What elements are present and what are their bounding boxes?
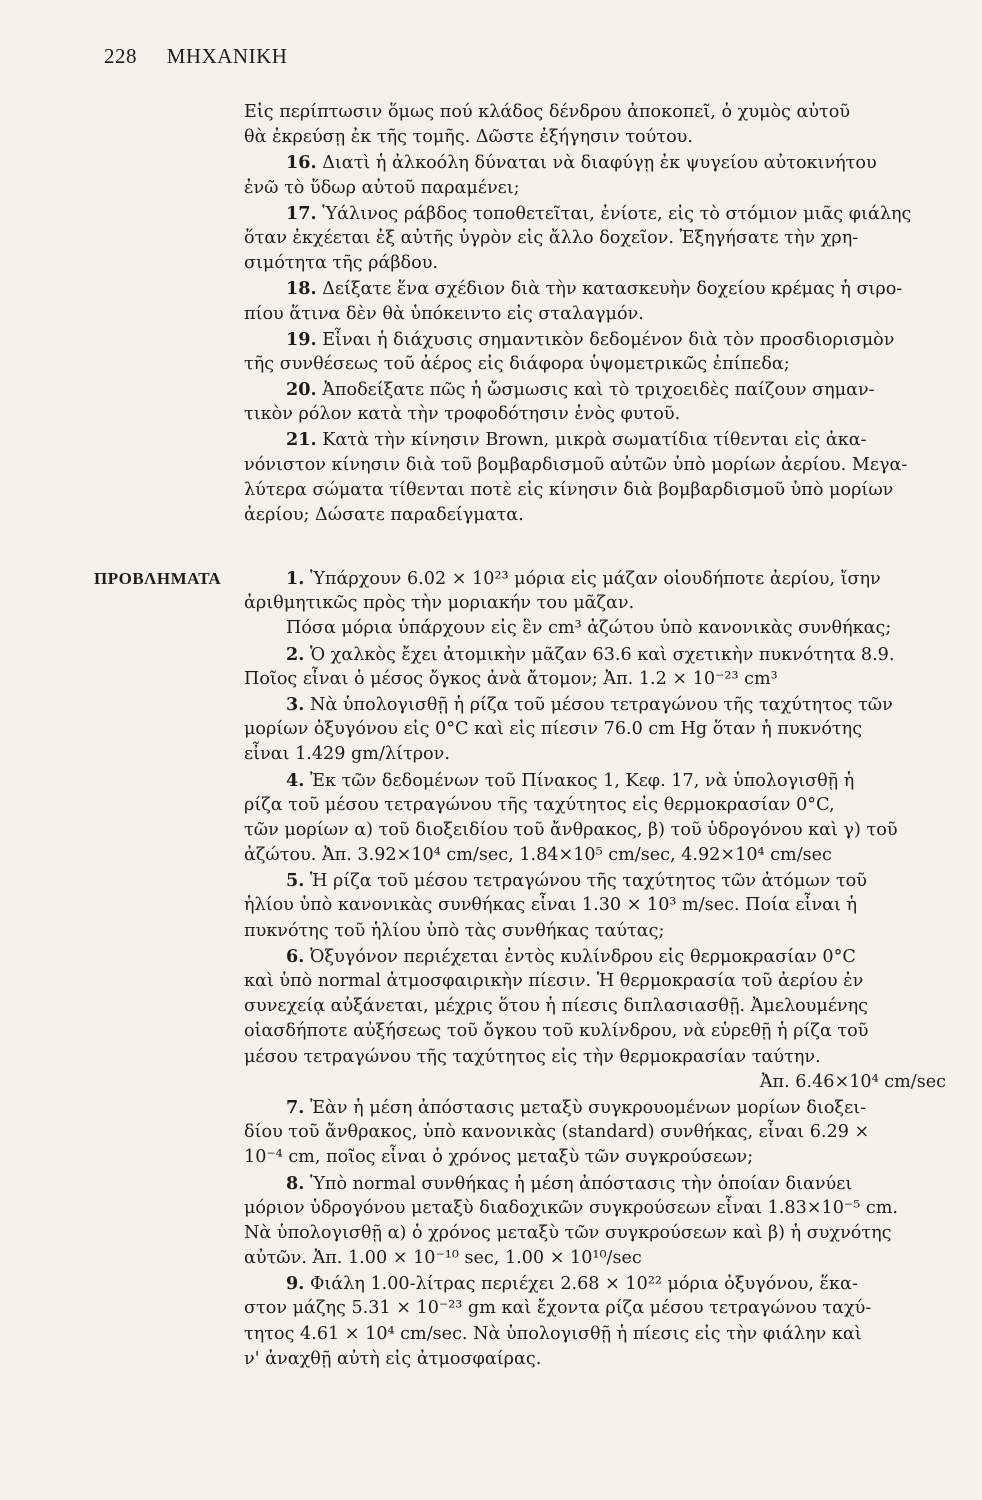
text-line: Ὑάλινος ράβδος τοποθετεῖται, ἐνίοτε, εἰς τὸ στόμιον μιᾶς φιάλης [322, 203, 912, 224]
text-line: ἡλίου ὑπὸ κανονικὰς συνθήκας εἶναι 1.30 × 10³ m/sec. Ποία εἶναι ἡ [244, 895, 858, 916]
problem-8 [244, 1171, 954, 1196]
problems-heading: ΠΡΟΒΛΗΜΑΤΑ [94, 569, 222, 588]
text-line: τικὸν ρόλον κατὰ τὴν τροφοδότησιν ἑνὸς φυτοῦ. [244, 404, 681, 425]
text-line: Πόσα μόρια ὑπάρχουν εἰς ἓν cm³ ἀζώτου ὑπὸ κανονικὰς συνθήκας; [286, 618, 892, 639]
text-line: 10⁻⁴ cm, ποῖος εἶναι ὁ χρόνος μεταξὺ τῶν συγκρούσεων; [244, 1147, 754, 1168]
questions-block [244, 100, 954, 528]
question-19 [244, 327, 954, 352]
text-line: Νὰ ὑπολογισθῇ α) ὁ χρόνος μεταξὺ τῶν συγκρούσεων καὶ β) ἡ συχνότης [244, 1222, 892, 1243]
text-line: στον μάζης 5.31 × 10⁻²³ gm καὶ ἔχοντα ρίζα μέσου τετραγώνου ταχύ- [244, 1298, 872, 1319]
problem-number: 3. [286, 693, 305, 715]
text-line: Φιάλη 1.00-λίτρας περιέχει 2.68 × 10²² μόρια ὀξυγόνου, ἕκα- [309, 1274, 858, 1295]
text-line: Ἡ ρίζα τοῦ μέσου τετραγώνου τῆς ταχύτητος τῶν ἀτόμων τοῦ [309, 871, 867, 892]
problem-2 [244, 642, 954, 667]
question-number: 16. [286, 152, 317, 174]
text-line: Κατὰ τὴν κίνησιν Brown, μικρὰ σωματίδια τίθενται εἰς ἀκα- [322, 430, 867, 451]
text-line: Εἰς περίπτωσιν ὅμως πού κλάδος δένδρου ἀποκοπεῖ, ὁ χυμὸς αὐτοῦ [244, 102, 851, 122]
question-number: 18. [286, 278, 317, 300]
text-line: Ὀξυγόνον περιέχεται ἐντὸς κυλίνδρου εἰς θερμοκρασίαν 0°C [309, 946, 856, 967]
text-line: Δείξατε ἕνα σχέδιον διὰ τὴν κατασκευὴν δοχείου κρέμας ἡ σιρο- [322, 279, 903, 300]
problem-5 [244, 868, 954, 893]
text-line: Ἀποδείξατε πῶς ἡ ὤσμωσις καὶ τὸ τριχοειδὲς παίζουν σημαν- [322, 380, 875, 401]
text-line: εἶναι 1.429 gm/λίτρον. [244, 744, 450, 765]
text-line: ἀριθμητικῶς πρὸς τὴν μοριακήν του μᾶζαν. [244, 593, 635, 614]
text-line: Ὁ χαλκὸς ἔχει ἀτομικὴν μᾶζαν 63.6 καὶ σχετικὴν πυκνότητα 8.9. [309, 644, 895, 665]
text-line: Ὑπάρχουν 6.02 × 10²³ μόρια εἰς μάζαν οἱουδήποτε ἀερίου, ἴσην [309, 569, 881, 589]
text-line: Ἐκ τῶν δεδομένων τοῦ Πίνακος 1, Κεφ. 17, νὰ ὑπολογισθῇ ἡ [309, 770, 855, 791]
text-line: ν' ἀναχθῇ αὐτὴ εἰς ἀτμοσφαίρας. [244, 1348, 542, 1369]
text-line: τῆς συνθέσεως τοῦ ἀέρος εἰς διάφορα ὑψομετρικῶς ἐπίπεδα; [244, 353, 790, 374]
text-line: πίου ἅτινα δὲν θὰ ὑπόκειντο εἰς σταλαγμόν. [244, 303, 644, 324]
text-line: θὰ ἐκρεύσῃ ἐκ τῆς τομῆς. Δῶστε ἐξήγησιν τούτου. [244, 127, 693, 148]
problem-4 [244, 768, 954, 793]
text-line: μέσου τετραγώνου τῆς ταχύτητος εἰς τὴν θερμοκρασίαν ταύτην. [244, 1046, 821, 1067]
chapter-title: ΜΗΧΑΝΙΚΗ [166, 44, 288, 68]
text-line: λύτερα σώματα τίθενται ποτὲ εἰς κίνησιν διὰ βομβαρδισμοῦ ὑπὸ μορίων [244, 479, 894, 500]
text-line: τῶν μορίων α) τοῦ διοξειδίου τοῦ ἄνθρακος, β) τοῦ ὑδρογόνου καὶ γ) τοῦ [244, 819, 898, 840]
problem-number: 5. [286, 870, 305, 892]
text-line: οἱασδήποτε αὐξήσεως τοῦ ὄγκου τοῦ κυλίνδρου, νὰ εὑρεθῇ ἡ ρίζα τοῦ [244, 1021, 869, 1042]
text-line: καὶ ὑπὸ normal ἀτμοσφαιρικὴν πίεσιν. Ἡ θερμοκρασία τοῦ ἀερίου ἐν [244, 971, 864, 991]
text-line: πυκνότης τοῦ ἡλίου ὑπὸ τὰς συνθήκας ταύτας; [244, 920, 665, 941]
answer-line: Ἀπ. 6.46×10⁴ cm/sec [759, 1071, 946, 1092]
text-line: Ὑπὸ normal συνθήκας ἡ μέση ἀπόστασις τὴν ὁποίαν διανύει [309, 1173, 853, 1194]
text-line: σιμότητα τῆς ράβδου. [244, 253, 439, 274]
text-line: συνεχείᾳ αὐξάνεται, μέχρις ὅτου ἡ πίεσις διπλασιασθῇ. Ἀμελουμένης [244, 996, 869, 1017]
text-line: δίου τοῦ ἄνθρακος, ὑπὸ κανονικὰς (standard) συνθήκας, εἶναι 6.29 × [244, 1122, 870, 1143]
question-21 [244, 427, 954, 452]
answer-line: αὐτῶν. Ἀπ. 1.00 × 10⁻¹⁰ sec, 1.00 × 10¹⁰/sec [244, 1248, 642, 1269]
question-20 [244, 377, 954, 402]
question-17 [244, 201, 954, 226]
question-18 [244, 276, 954, 301]
question-number: 17. [286, 202, 317, 224]
text-line: Νὰ ὑπολογισθῇ ἡ ρίζα τοῦ μέσου τετραγώνου τῆς ταχύτητος τῶν [309, 694, 893, 715]
answer-line: ἀζώτου. Ἀπ. 3.92×10⁴ cm/sec, 1.84×10⁵ cm/sec, 4.92×10⁴ cm/sec [244, 845, 832, 866]
problem-6 [244, 944, 954, 969]
problem-9 [244, 1271, 954, 1296]
text-line: ρίζα τοῦ μέσου τετραγώνου τῆς ταχύτητος εἰς θερμοκρασίαν 0°C, [244, 794, 835, 815]
text-line: ὅταν ἐκχέεται ἐξ αὐτῆς ὑγρὸν εἰς ἄλλο δοχεῖον. Ἐξηγήσατε τὴν χρη- [244, 227, 859, 248]
problem-number: 9. [286, 1273, 305, 1295]
problem-number: 1. [286, 568, 305, 589]
text-line: Εἶναι ἡ διάχυσις σημαντικὸν δεδομένον διὰ τὸν προσδιορισμὸν [322, 329, 895, 350]
problem-number: 2. [286, 643, 305, 665]
running-head [104, 44, 287, 69]
problem-number: 7. [286, 1096, 305, 1118]
text-line: ἐνῶ τὸ ὕδωρ αὐτοῦ παραμένει; [244, 177, 520, 198]
problem-7 [244, 1095, 954, 1120]
text-line: Ἐὰν ἡ μέση ἀπόστασις μεταξὺ συγκρουομένων μορίων διοξει- [309, 1097, 867, 1118]
text-line: μορίων ὀξυγόνου εἰς 0°C καὶ εἰς πίεσιν 76.0 cm Hg ὅταν ἡ πυκνότης [244, 719, 863, 740]
question-number: 21. [286, 429, 317, 451]
problem-3 [244, 692, 954, 717]
problem-number: 4. [286, 769, 305, 791]
question-number: 20. [286, 379, 317, 401]
text-line: τητος 4.61 × 10⁴ cm/sec. Νὰ ὑπολογισθῇ ἡ πίεσις εἰς τὴν φιάλην καὶ [244, 1323, 862, 1344]
problem-number: 8. [286, 1172, 305, 1194]
text-line: μόριον ὑδρογόνου μεταξὺ διαδοχικῶν συγκρούσεων εἶναι 1.83×10⁻⁵ cm. [244, 1197, 898, 1218]
problem-1 [244, 566, 954, 591]
question-number: 19. [286, 328, 317, 350]
text-line: Ποῖος εἶναι ὁ μέσος ὄγκος ἀνὰ ἄτομον; Ἀπ. 1.2 × 10⁻²³ cm³ [244, 668, 778, 689]
text-line: Διατὶ ἡ ἀλκοόλη δύναται νὰ διαφύγῃ ἐκ ψυγείου αὐτοκινήτου [322, 153, 877, 174]
problem-number: 6. [286, 945, 305, 967]
problems-block [244, 566, 954, 1372]
text-line: ἀερίου; Δώσατε παραδείγματα. [244, 505, 524, 525]
page-number: 228 [104, 44, 137, 68]
text-line: νόνιστον κίνησιν διὰ τοῦ βομβαρδισμοῦ αὐτῶν ὑπὸ μορίων ἀερίου. Μεγα- [244, 454, 908, 475]
question-16 [244, 150, 954, 175]
